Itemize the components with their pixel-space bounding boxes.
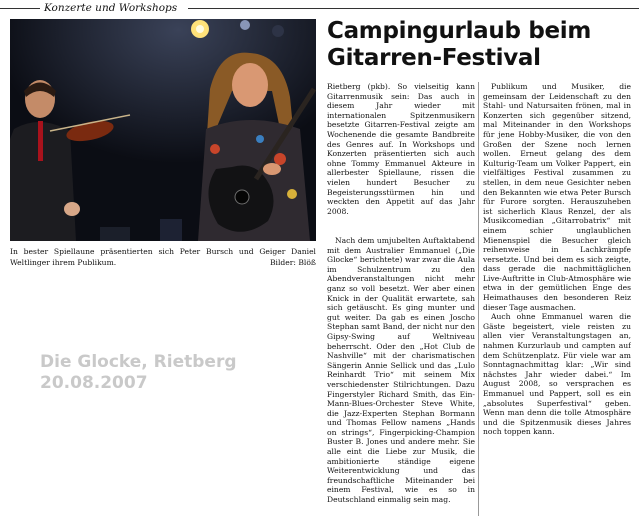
article-headline: Campingurlaub beim Gitarren-Festival — [327, 18, 592, 71]
article-column-1b — [327, 236, 475, 518]
article-column-2 — [483, 82, 631, 518]
article-paragraph: Nach dem umjubelten Auftaktabend mit dem Australier Emmanuel („Die Glocke“ berichtete) war zwar die Aula im Schulzentrum zu den Abendveranstaltungen nicht mehr ganz so voll besetzt. Wer aber einen Knick in der Qualität erwartete, sah sich getäuscht. Es ging munter und gut weiter. Da gab es einen Joscho Stephan samt Band, der nicht nur den Gipsy-Swing auf Weltniveau beherrscht. Oder den „Hot Club de Nashville“ mit der charismatischen Sängerin Annie Sellick und das „Lulo Reinhardt Trio“ mit seinem Mix verschiedenster Stilrichtungen. Dazu Fingerstyler Richard Smith, das Ein-Mann-Blues-Orchester Steve White, die Jazz-Experten Stephan Bormann und Thomas Fellow namens „Hands on strings“, Fingerpicking-Champion Buster B. Jones und andere mehr. Sie alle eint die Liebe zur Musik, die ambitionierte ständige eigene Weiterentwicklung und das freundschaftliche Miteinander bei einem Festival, wie es so in Deutschland einmalig sein mag. — [327, 236, 475, 505]
column-divider — [478, 82, 479, 516]
article-paragraph: Publikum und Musiker, die gemeinsam der Leidenschaft zu den Stahl- und Natursaiten frönen, mal in Konzerten sich gegenüber sitzend, mal Miteinander in den Workshops für jene Hobby-Musiker, die von den Großen der Szene noch lernen wollen. Erneut gelang des dem Kulturig-Team um Volker Pappert, ein vielfältiges Festival zusammen zu stellen, in dem neue Gesichter neben den Bekannten wie etwa Peter Bursch für Furore sorgten. Herauszuheben ist sicherlich Klaus Renzel, der als Musikcomedian „Gitarrobatrix“ mit einem schier unglaublichen Mienenspiel die Besucher gleich reihenweise in Lachkrämpfe versetzte. Und bei dem es sich zeigte, dass gerade die nachmittäglichen Live-Auftritte in Club-Atmosphäre wie etwa in der gemütlichen Enge des Heimathauses den besonderen Reiz dieser Tage ausmachen. — [483, 82, 631, 312]
article-paragraph: Rietberg (pkb). So vielseitig kann Gitarrenmusik sein: Das auch in diesem Jahr wieder mit internationalen Spitzenmusikern besetzte Gitarren-Festival zeigte am Wochenende die gesamte Bandbreite des Genres auf. In Workshops und Konzerten präsentierten sich auch ohne Tommy Emmanuel Akteure in allerbester Spiellaune, rissen die vielen hundert Besucher zu Begeisterungsstürmen hin und weckten den Appetit auf das Jahr 2008. — [327, 82, 475, 216]
article-column-1 — [327, 82, 475, 254]
photo-caption — [10, 247, 316, 268]
photo-credit: Bilder: Blöß — [269, 257, 316, 267]
source-watermark — [40, 352, 300, 394]
rubric-rule-right — [188, 8, 639, 9]
watermark-line-2: 20.08.2007 — [40, 373, 148, 393]
watermark-line-1: Die Glocke, Rietberg — [40, 352, 237, 372]
article-paragraph: Auch ohne Emmanuel waren die Gäste begeistert, viele reisten zu allen vier Veranstaltungstagen an, nahmen Kurzurlaub und campten auf dem Schützenplatz. Für viele war am Sonntagnachmittag klar: „Wir sind nächstes Jahr wieder dabei.“ Im August 2008, so versprachen es Emmanuel und Pappert, soll es ein „absolutes Superfestival“ geben. Wenn man denn die tolle Atmosphäre und die Spitzenmusik dieses Jahres noch toppen kann. — [483, 312, 631, 437]
section-rubric: Konzerte und Workshops — [44, 2, 178, 14]
section-rubric-bar — [0, 2, 639, 14]
rubric-rule-left — [0, 8, 40, 9]
concert-photo — [10, 19, 316, 241]
caption-text: In bester Spiellaune präsentierten sich Peter Bursch und Geiger Daniel Weltlinger ihrem Publikum. — [10, 247, 316, 267]
